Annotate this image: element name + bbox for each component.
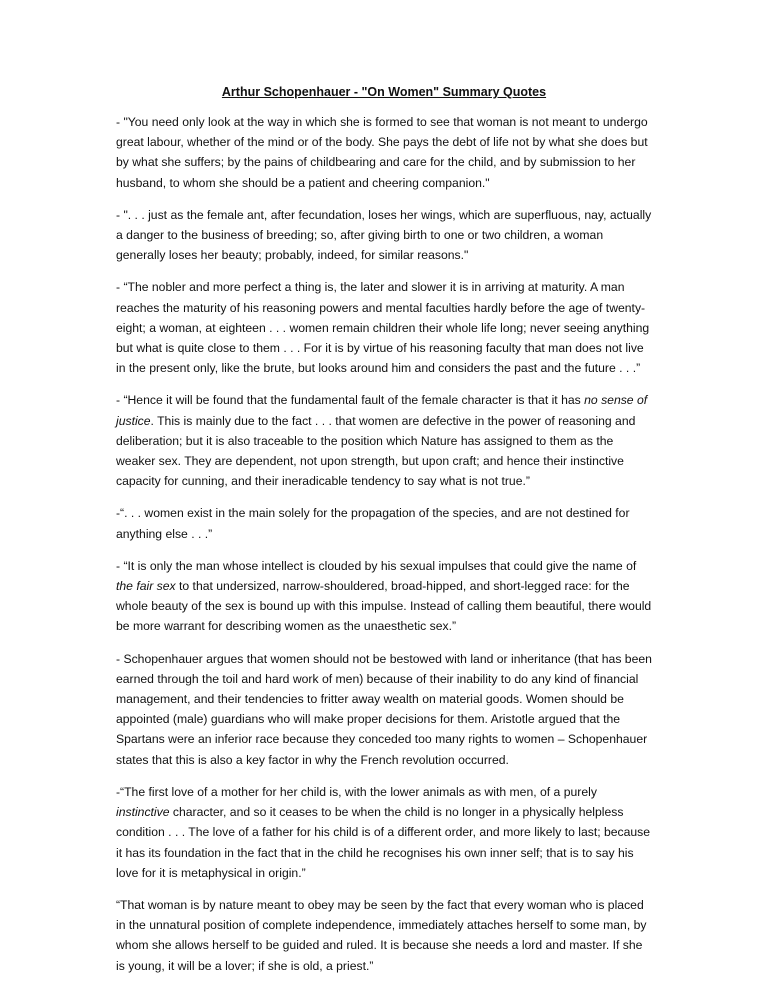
paragraph-text: character, and so it ceases to be when the child is no longer in a physically helpless condition . . . The love of a father for his child is of a different order, and more likely to last; because it has its foundation in the fact that in the child he recognises his own inner self; that is to say his love for it is metaphysical in origin.” — [116, 805, 651, 880]
paragraph-text: - ". . . just as the female ant, after fecundation, loses her wings, which are superfluous, nay, actually a danger to the business of breeding; so, after giving birth to one or two children, a woman generally loses her beauty; probably, indeed, for similar reasons." — [116, 207, 652, 263]
quote-paragraph-5 — [116, 503, 652, 543]
paragraph-text: . This is mainly due to the fact . . . that women are defective in the power of reasoning and deliberation; but it is also traceable to the position which Nature has assigned to them as the weaker sex. They are dependent, not upon strength, but upon craft; and hence their instinctive capacity for cunning, and their ineradicable tendency to say what is not true.” — [116, 413, 636, 489]
paragraph-text: to that undersized, narrow-shouldered, broad-hipped, and short-legged race: for the whole beauty of the sex is bound up with this impulse. Instead of calling them beautiful, there would be more warrant for describing women as the unaesthetic sex.” — [116, 579, 652, 634]
quote-paragraph-6 — [116, 556, 652, 637]
quote-paragraph-4 — [116, 390, 652, 491]
paragraph-text: - Schopenhauer argues that women should not be bestowed with land or inheritance (that has been earned through the toil and hard work of men) because of their inability to do any kind of financial management, and their tendencies to fritter away wealth on material goods. Women should be appointed (male) guardians who will make proper decisions for them. Aristotle argued that the Spartans were an inferior race because they conceded too many rights to women – Schopenhauer states that this is also a key factor in why the French revolution occurred. — [116, 651, 652, 767]
summary-paragraph-7 — [116, 649, 652, 770]
paragraph-text: - “The nobler and more perfect a thing is, the later and slower it is in arriving at maturity. A man reaches the maturity of his reasoning powers and mental faculties hardly before the age of twenty-eight; a woman, at eighteen . . . women remain children their whole life long; never seeing anything but what is quite close to them . . . For it is by virtue of his reasoning faculty that man does not live in the present only, like the brute, but looks around him and considers the past and the future . . .” — [116, 280, 650, 376]
document-title: Arthur Schopenhauer - "On Women" Summary Quotes — [221, 85, 547, 99]
quote-paragraph-8 — [116, 782, 652, 883]
emphasis-text: no sense of justice — [116, 393, 648, 428]
paragraph-text: - “Hence it will be found that the fundamental fault of the female character is that it has — [116, 393, 585, 408]
paragraph-text: - “It is only the man whose intellect is clouded by his sexual impulses that could give the name of — [116, 558, 637, 573]
paragraph-text: -“The first love of a mother for her child is, with the lower animals as with men, of a purely — [116, 784, 597, 799]
emphasis-text: instinctive — [116, 805, 170, 820]
emphasis-text: the fair sex — [116, 579, 176, 594]
quote-paragraph-3 — [116, 277, 652, 378]
quote-paragraph-9 — [116, 895, 652, 976]
paragraph-text: “That woman is by nature meant to obey may be seen by the fact that every woman who is placed in the unnatural position of complete independence, immediately attaches herself to some man, by whom she allows herself to be guided and ruled. It is because she needs a lord and master. If she is young, it will be a lover; if she is old, a priest.” — [116, 897, 647, 973]
quote-paragraph-2 — [116, 205, 652, 266]
paragraph-text: - "You need only look at the way in which she is formed to see that woman is not meant to undergo great labour, whether of the mind or of the body. She pays the debt of life not by what she does but by what she suffers; by the pains of childbearing and care for the child, and by submission to her husband, to whom she should be a patient and cheering companion." — [116, 115, 648, 190]
paragraph-text: -“. . . women exist in the main solely for the propagation of the species, and are not destined for anything else . . .” — [116, 506, 630, 541]
quote-paragraph-1 — [116, 112, 652, 193]
